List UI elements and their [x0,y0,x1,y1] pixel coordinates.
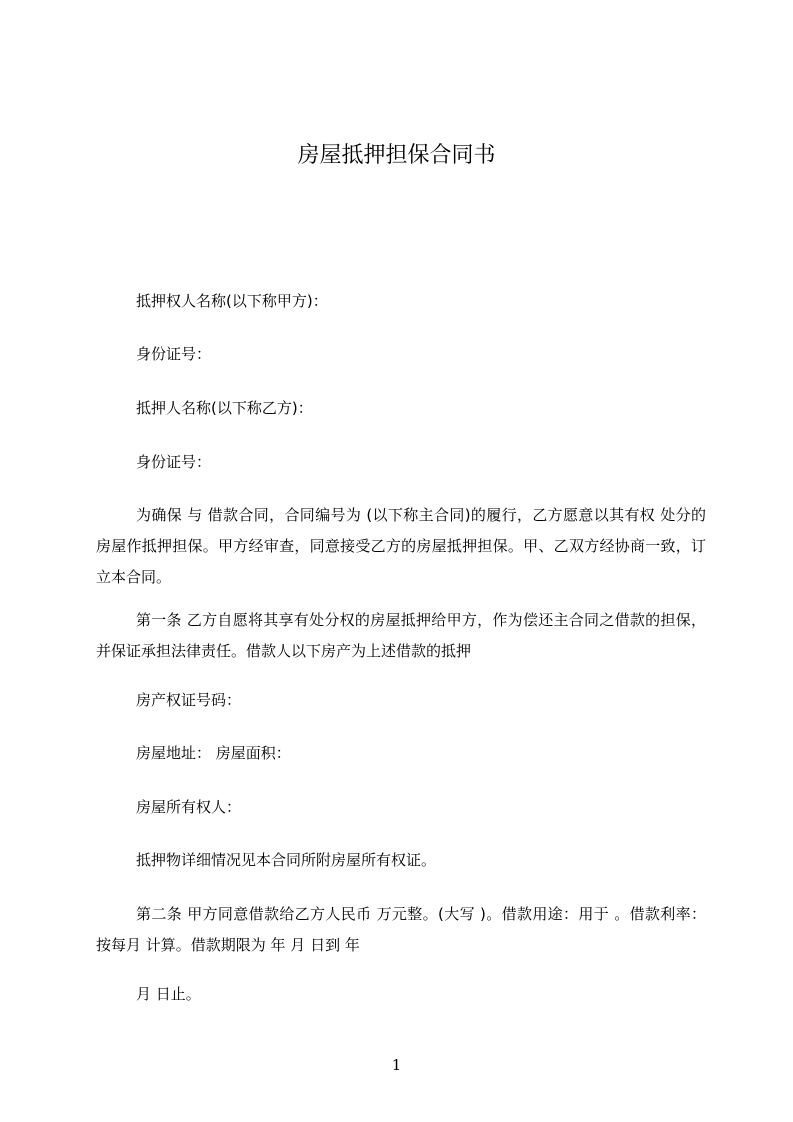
mortgagor-name-label: 抵押人名称(以下称乙方)： [136,399,313,417]
property-cert-no-label: 房产权证号码： [136,691,242,709]
mortgagor-id-label: 身份证号： [136,453,212,471]
property-details-note: 抵押物详细情况见本合同所附房屋所有权证。 [136,851,437,869]
property-owner-label: 房屋所有权人： [136,798,242,816]
page-number: 1 [391,1056,402,1074]
article-2-end: 月 日止。 [136,985,201,1003]
mortgagee-name-label: 抵押权人名称(以下称甲方)： [136,292,328,310]
article-1-paragraph: 第一条 乙方自愿将其享有处分权的房屋抵押给甲方，作为偿还主合同之借款的担保，并保证承担法律责任。借款人以下房产为上述借款的抵押 [96,611,706,660]
article-2-paragraph: 第二条 甲方同意借款给乙方人民币 万元整。(大写 )。借款用途：用于 。借款利率：按每月 计算。借款期限为 年 月 日到 年 [96,905,706,954]
property-address-area-label: 房屋地址： 房屋面积： [136,744,291,762]
document-title: 房屋抵押担保合同书 [297,143,496,168]
preamble-paragraph: 为确保 与 借款合同，合同编号为 (以下称主合同)的履行，乙方愿意以其有权 处分的房屋作抵押担保。甲方经审查，同意接受乙方的房屋抵押担保。甲、乙双方经协商一致，订立本合同。 [96,506,706,586]
mortgagee-id-label: 身份证号： [136,345,212,363]
